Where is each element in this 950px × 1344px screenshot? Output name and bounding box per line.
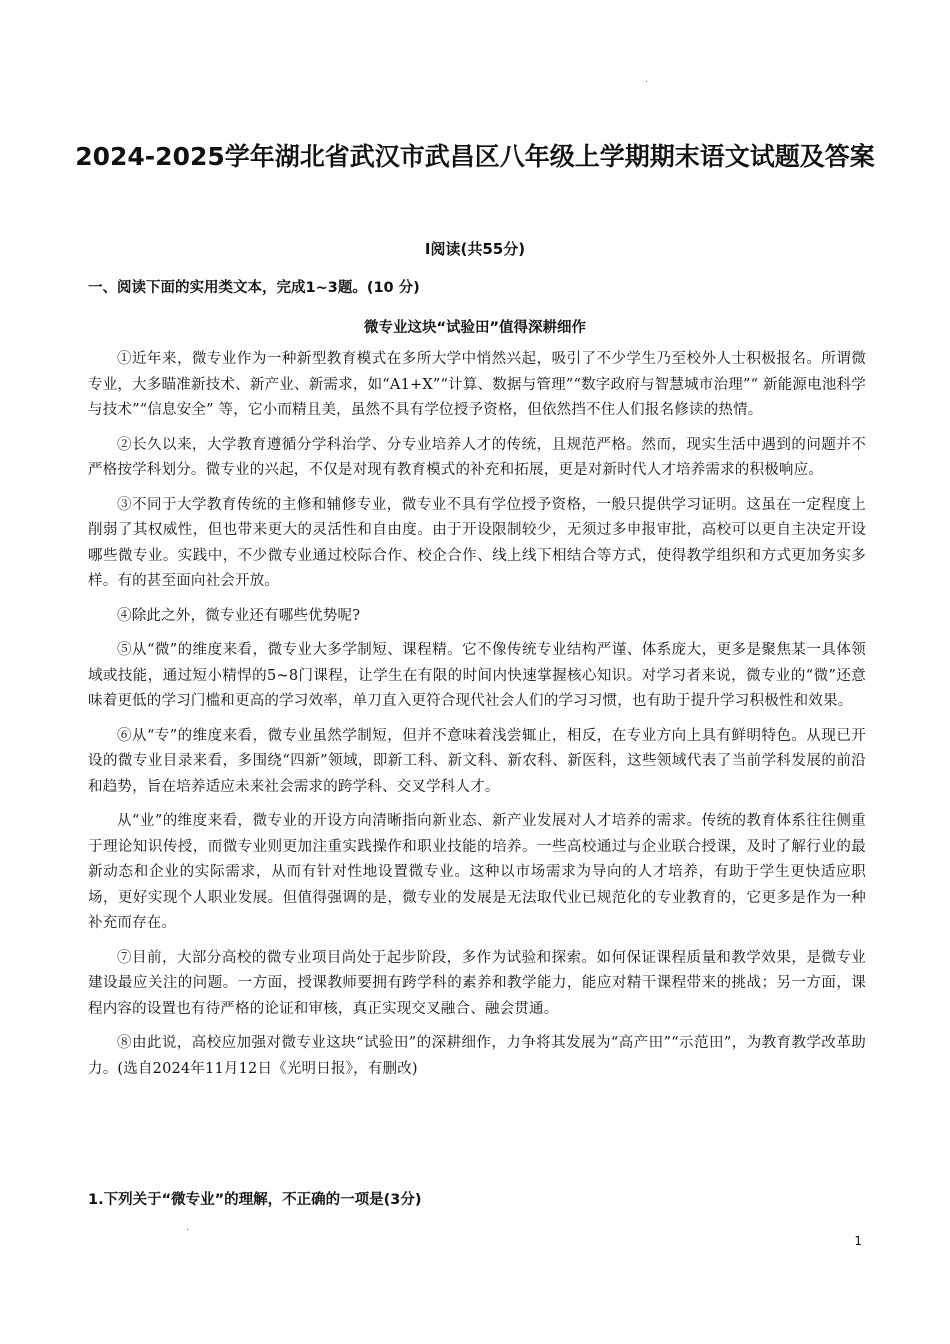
- page-number: 1: [854, 1234, 862, 1248]
- paragraph-6: ⑥从“专”的维度来看，微专业虽然学制短，但并不意味着浅尝辄止，相反，在专业方向上具有鲜明特色。从现已开设的微专业目录来看，多围绕“四新”领域，即新工科、新文科、新农科、新医科，这些领域代表了当前学科发展的前沿和趋势，旨在培养适应未来社会需求的跨学科、交叉学科人才。: [88, 727, 866, 795]
- paragraph-5: ⑤从“微”的维度来看，微专业大多学制短、课程精。它不像传统专业结构严谨、体系庞大，更多是聚焦某一具体领域或技能，通过短小精悍的5~8门课程，让学生在有限的时间内快速掌握核心知识。对学习者来说，微专业的“微”还意味着更低的学习门槛和更高的学习效率，单刀直入更符合现代社会人们的学习习惯，也有助于提升学习积极性和效果。: [88, 642, 866, 709]
- paragraph-9: ⑧由此说，高校应加强对微专业这块“试验田”的深耕细作，力争将其发展为“高产田”“示范田”，为教育教学改革助力。(选自2024年11月12日《光明日报》，有删改): [88, 1035, 866, 1077]
- top-dot-mark: .: [645, 74, 649, 85]
- paragraph-4: ④除此之外，微专业还有哪些优势呢?: [117, 607, 361, 624]
- paragraph-8: ⑦目前，大部分高校的微专业项目尚处于起步阶段，多作为试验和探索。如何保证课程质量和教学效果，是微专业建设最应关注的问题。一方面，授课教师要拥有跨学科的素养和教学能力，能应对精干课程带来的挑战；另一方面，课程内容的设置也有待严格的论证和审核，真正实现交叉融合、融会贯通。: [88, 949, 866, 1017]
- question-intro: 一、阅读下面的实用类文本，完成1~3题。(10 分): [88, 280, 420, 296]
- paragraph-3: ③不同于大学教育传统的主修和辅修专业，微专业不具有学位授予资格，一般只提供学习证明。这虽在一定程度上削弱了其权威性，但也带来更大的灵活性和自由度。由于开设限制较少，无须过多申报审批，高校可以更自主决定开设哪些微专业。实践中，不少微专业通过校际合作、校企合作、线上线下相结合等方式，使得教学组织和方式更加务实多样。有的甚至面向社会开放。: [88, 496, 866, 589]
- bottom-dot-mark: .: [186, 1222, 190, 1233]
- paragraph-2: ②长久以来，大学教育遵循分学科治学、分专业培养人才的传统，且规范严格。然而，现实生活中遇到的问题并不严格按学科划分。微专业的兴起，不仅是对现有教育模式的补充和拓展，更是对新时代人才培养需求的积极响应。: [88, 436, 866, 478]
- document-title: 2024-2025学年湖北省武汉市武昌区八年级上学期期末语文试题及答案: [75, 142, 875, 171]
- paragraph-7: 从“业”的维度来看，微专业的开设方向清晰指向新业态、新产业发展对人才培养的需求。传统的教育体系往往侧重于理论知识传授，而微专业则更加注重实践操作和职业技能的培养。一些高校通过与企业联合授课，及时了解行业的最新动态和企业的实际需求，从而有针对性地设置微专业。这种以市场需求为导向的人才培养，有助于学生更快适应职场，更好实现个人职业发展。但值得强调的是，微专业的发展是无法取代业已规范化的专业教育的，它更多是作为一种补充而存在。: [88, 813, 866, 931]
- question-1: 1.下列关于“微专业”的理解，不正确的一项是(3分): [88, 1192, 422, 1208]
- section-heading: I阅读(共55分): [424, 240, 526, 258]
- article-body: [88, 347, 866, 1091]
- paragraph-1: ①近年来，微专业作为一种新型教育模式在多所大学中悄然兴起，吸引了不少学生乃至校外人士积极报名。所谓微专业，大多瞄准新技术、新产业、新需求，如“A1+X”“计算、数据与管理”“数字政府与智慧城市治理”“ 新能源电池科学与技术”“信息安全” 等，它小而精且美，虽然不具有学位授予资格，但依然挡不住人们报名修读的热情。: [88, 351, 866, 418]
- article-title: 微专业这块“试验田”值得深耕细作: [363, 320, 587, 336]
